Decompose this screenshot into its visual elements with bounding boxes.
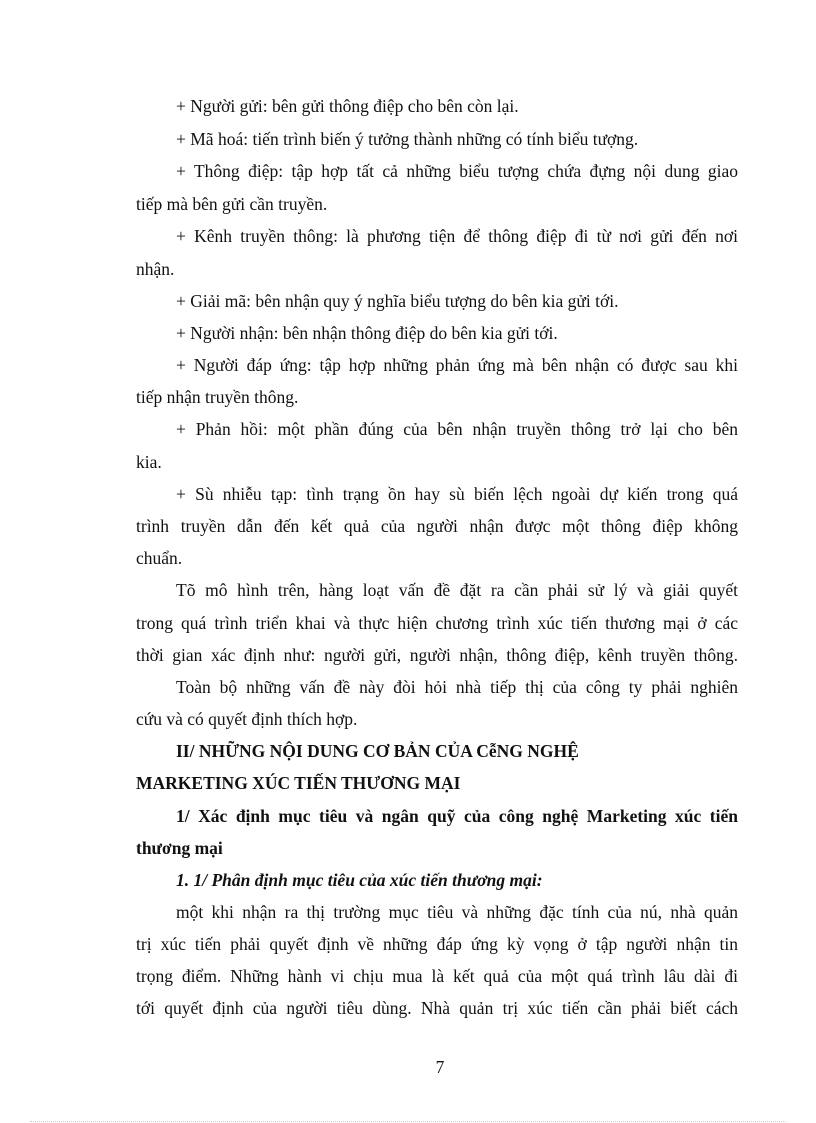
text-line: + Sù nhiễu tạp: tình trạng ồn hay sù biến lệch ngoài dự kiến trong quá	[176, 484, 738, 504]
text-line: Tõ mô hình trên, hàng loạt vấn đề đặt ra cần phải sử lý và giải quyết	[176, 580, 738, 600]
text-line: Toàn bộ những vấn đề này đòi hỏi nhà tiếp thị của công ty phải nghiên	[176, 677, 738, 697]
text-line: chuẩn.	[136, 548, 183, 568]
text-line: kia.	[136, 452, 162, 472]
section-heading: MARKETING XÚC TIẾN THƯƠNG MẠI	[136, 773, 461, 793]
page-number: 7	[435, 1057, 445, 1077]
text-line: tới quyết định của người tiêu dùng. Nhà quản trị xúc tiến cần phải biết cách	[136, 998, 738, 1018]
section-heading: II/ NHỮNG NỘI DUNG CƠ BẢN CỦA CễNG NGHỆ	[176, 741, 579, 761]
subsection-heading: 1/ Xác định mục tiêu và ngân quỹ của công nghệ Marketing xúc tiến	[176, 806, 738, 826]
text-line: trình truyền dẫn đến kết quả của người nhận được một thông điệp không	[136, 516, 738, 536]
text-line: + Mã hoá: tiến trình biến ý tưởng thành những có tính biểu tượng.	[176, 129, 639, 149]
text-line: + Kênh truyền thông: là phương tiện để thông điệp đi từ nơi gửi đến nơi	[176, 226, 738, 246]
text-line: + Người gửi: bên gửi thông điệp cho bên còn lại.	[176, 96, 519, 116]
text-line: cứu và có quyết định thích hợp.	[136, 709, 358, 729]
text-line: trị xúc tiến phải quyết định về những đáp ứng kỳ vọng ở tập người nhận tin	[136, 934, 738, 954]
text-line: + Giải mã: bên nhận quy ý nghĩa biểu tượng do bên kia gửi tới.	[176, 291, 619, 311]
text-line: thời gian xác định như: người gửi, người nhận, thông điệp, kênh truyền thông.	[136, 645, 738, 665]
text-line: trọng điểm. Những hành vi chịu mua là kết quả của một quá trình lâu dài đi	[136, 966, 738, 986]
text-line: + Phản hồi: một phần đúng của bên nhận truyền thông trở lại cho bên	[176, 419, 738, 439]
text-line: + Người đáp ứng: tập hợp những phản ứng mà bên nhận có được sau khi	[176, 355, 738, 375]
sub-subsection-heading: 1. 1/ Phân định mục tiêu của xúc tiến thương mại:	[176, 870, 543, 890]
text-line: nhận.	[136, 259, 175, 279]
text-line: một khi nhận ra thị trường mục tiêu và những đặc tính của nú, nhà quản	[176, 902, 738, 922]
text-line: + Thông điệp: tập hợp tất cả những biểu tượng chứa đựng nội dung giao	[176, 161, 738, 181]
text-line: tiếp nhận truyền thông.	[136, 387, 299, 407]
subsection-heading: thương mại	[136, 838, 223, 858]
text-line: trong quá trình triển khai và thực hiện chương trình xúc tiến thương mại ở các	[136, 613, 738, 633]
text-line: + Người nhận: bên nhận thông điệp do bên kia gửi tới.	[176, 323, 558, 343]
page-bottom-divider	[30, 1121, 786, 1122]
text-line: tiếp mà bên gửi cần truyền.	[136, 194, 328, 214]
